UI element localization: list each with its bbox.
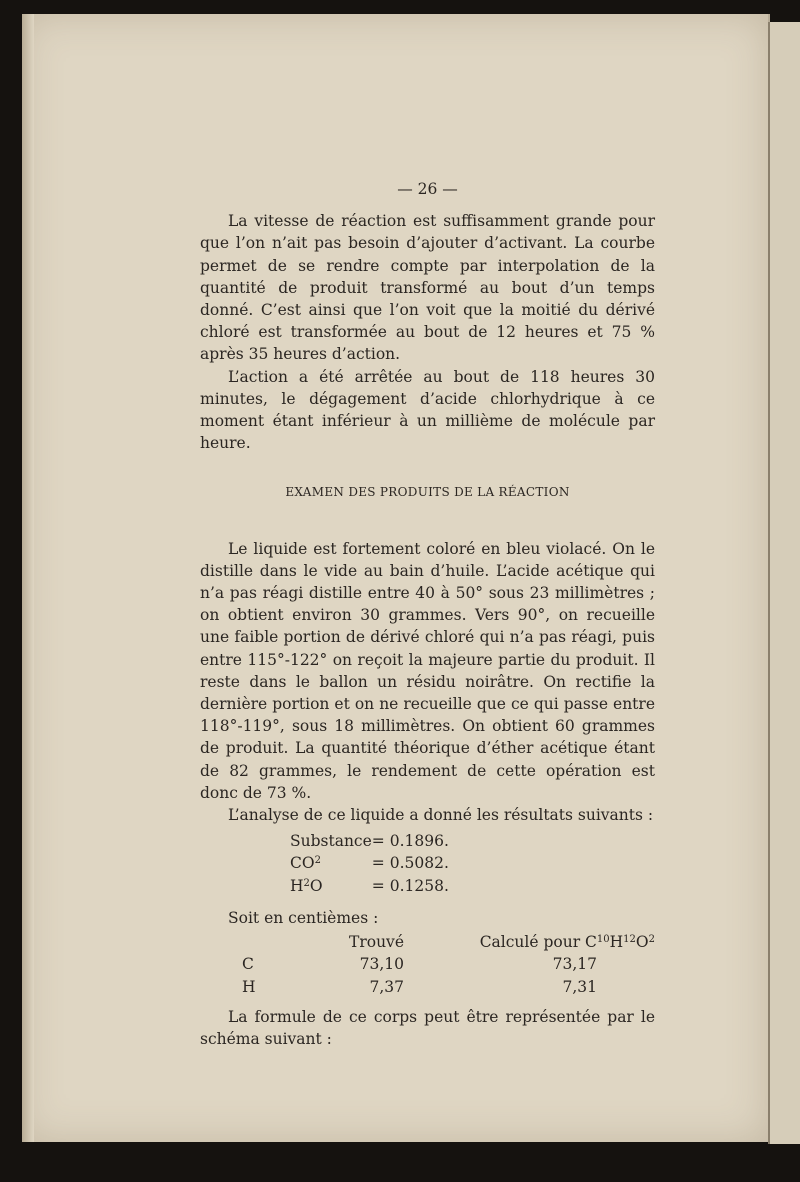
analysis-row <box>290 830 449 852</box>
header-calculated: Calculé pour $C^{10}H^{12}O^2$ <box>479 933 655 952</box>
results-table <box>200 931 655 998</box>
calc-cell: 7,31 <box>562 977 597 996</box>
page-number: — 26 — <box>397 180 458 198</box>
analysis-value: = 0.1258. <box>371 876 449 895</box>
paragraph-1: La vitesse de réaction est suffisamment grande pour que l’on n’ait pas besoin d’ajouter d’activant. La courbe permet de se rendre compte par interpolation de la quantité de produit transformé au bout d’un temps donné. C’est ainsi que l’on voit que la moitié du dérivé chloré est transformée au bout de 12 heures et 75 % après 35 heures d’action. <box>200 212 655 364</box>
paragraph-2: L’action a été arrêtée au bout de 118 heures 30 minutes, le dégagement d’acide chlorhydrique à ce moment étant inférieur à un millième de molécule par heure. <box>200 367 655 453</box>
paragraph-5: La formule de ce corps peut être représentée par le schéma suivant : <box>200 1007 655 1048</box>
page-gutter <box>22 14 34 1142</box>
next-page-edge <box>768 22 800 1144</box>
analysis-row <box>290 875 449 897</box>
analysis-label: $H^2O$ <box>290 876 323 895</box>
section-heading: EXAMEN DES PRODUITS DE LA RÉACTION <box>285 485 570 500</box>
paragraph-3: Le liquide est fortement coloré en bleu violacé. On le distille dans le vide au bain d’huile. L’acide acétique qui n’a pas réagi distille entre 40 à 50° sous 23 millimètres ; on obtient environ 30 grammes. Vers 90°, on recueille une faible portion de dérivé chloré qui n’a pas réagi, puis entre 115°-122° on reçoit la majeure partie du produit. Il reste dans le ballon un résidu noirâtre. On rectifie la dernière portion et on ne recueille que ce qui passe entre 118°-119°, sous 18 millimètres. On obtient 60 grammes de produit. La quantité théorique d’éther acétique étant de 82 grammes, le rendement de cette opération est donc de 73 %. <box>200 539 655 802</box>
calc-cell: 73,17 <box>552 955 597 974</box>
found-cell: 73,10 <box>359 955 404 974</box>
header-found: Trouvé <box>349 933 404 952</box>
analysis-table <box>290 830 449 897</box>
paragraph-4: L’analyse de ce liquide a donné les résultats suivants : <box>228 806 654 825</box>
centiemes-line: Soit en centièmes : <box>228 908 379 927</box>
analysis-row <box>290 852 449 874</box>
analysis-label: Substance <box>290 832 372 851</box>
table-row <box>200 976 655 998</box>
element-cell: H <box>242 977 256 996</box>
analysis-value: = 0.5082. <box>371 854 449 873</box>
page-text <box>200 178 655 1050</box>
element-cell: C <box>242 955 254 974</box>
analysis-value: = 0.1896. <box>371 832 449 851</box>
table-row <box>200 953 655 975</box>
analysis-label: $CO^2$ <box>290 854 321 873</box>
found-cell: 7,37 <box>369 977 404 996</box>
results-header-row <box>200 931 655 953</box>
